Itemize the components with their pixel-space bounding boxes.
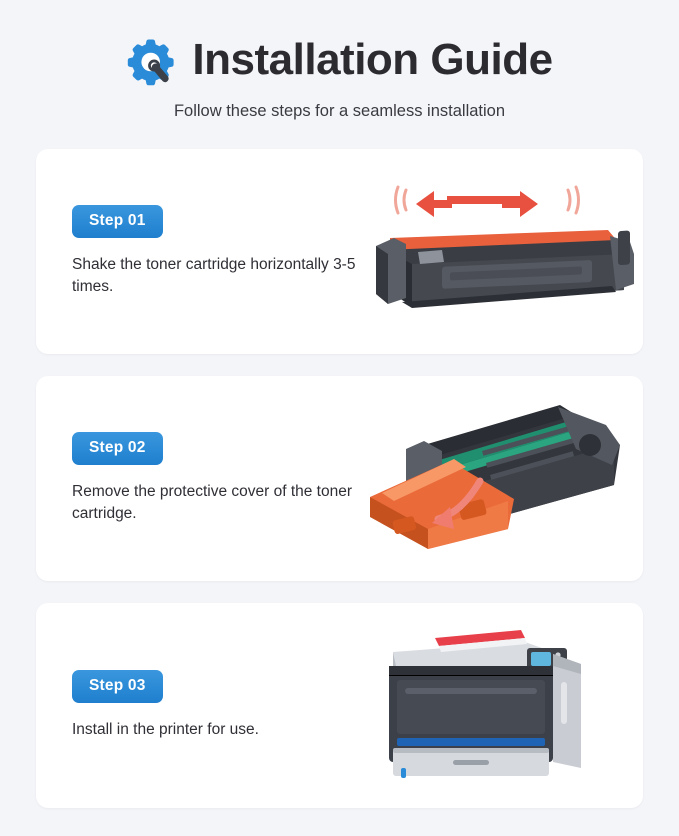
laser-printer-illustration: [362, 603, 617, 808]
step-description-01: Shake the toner cartridge horizontally 3-5 times.: [72, 256, 356, 295]
steps-list: [36, 149, 643, 808]
step-card-01: [36, 149, 643, 354]
step-description-03: Install in the printer for use.: [72, 721, 259, 738]
page-header: [36, 0, 643, 121]
step-badge-02: Step 02: [72, 432, 163, 465]
horizontal-arrow-icon: [396, 187, 579, 217]
toner-cartridge-cover-removal-illustration: [362, 376, 642, 581]
page-subtitle: Follow these steps for a seamless installation: [173, 102, 506, 120]
step-card-03: [36, 603, 643, 808]
step-card-02: [36, 376, 643, 581]
gear-wrench-icon: [126, 36, 178, 88]
page-title: Installation Guide: [192, 35, 553, 84]
step-text-02: [62, 432, 362, 525]
step-badge-03: Step 03: [72, 670, 163, 703]
step-badge-01: Step 01: [72, 205, 163, 238]
step-text-03: [62, 670, 362, 741]
title-row: [36, 34, 643, 86]
step-description-02: Remove the protective cover of the toner cartridge.: [72, 483, 353, 522]
toner-cartridge-shake-illustration: [362, 149, 642, 354]
step-text-01: [62, 205, 362, 298]
